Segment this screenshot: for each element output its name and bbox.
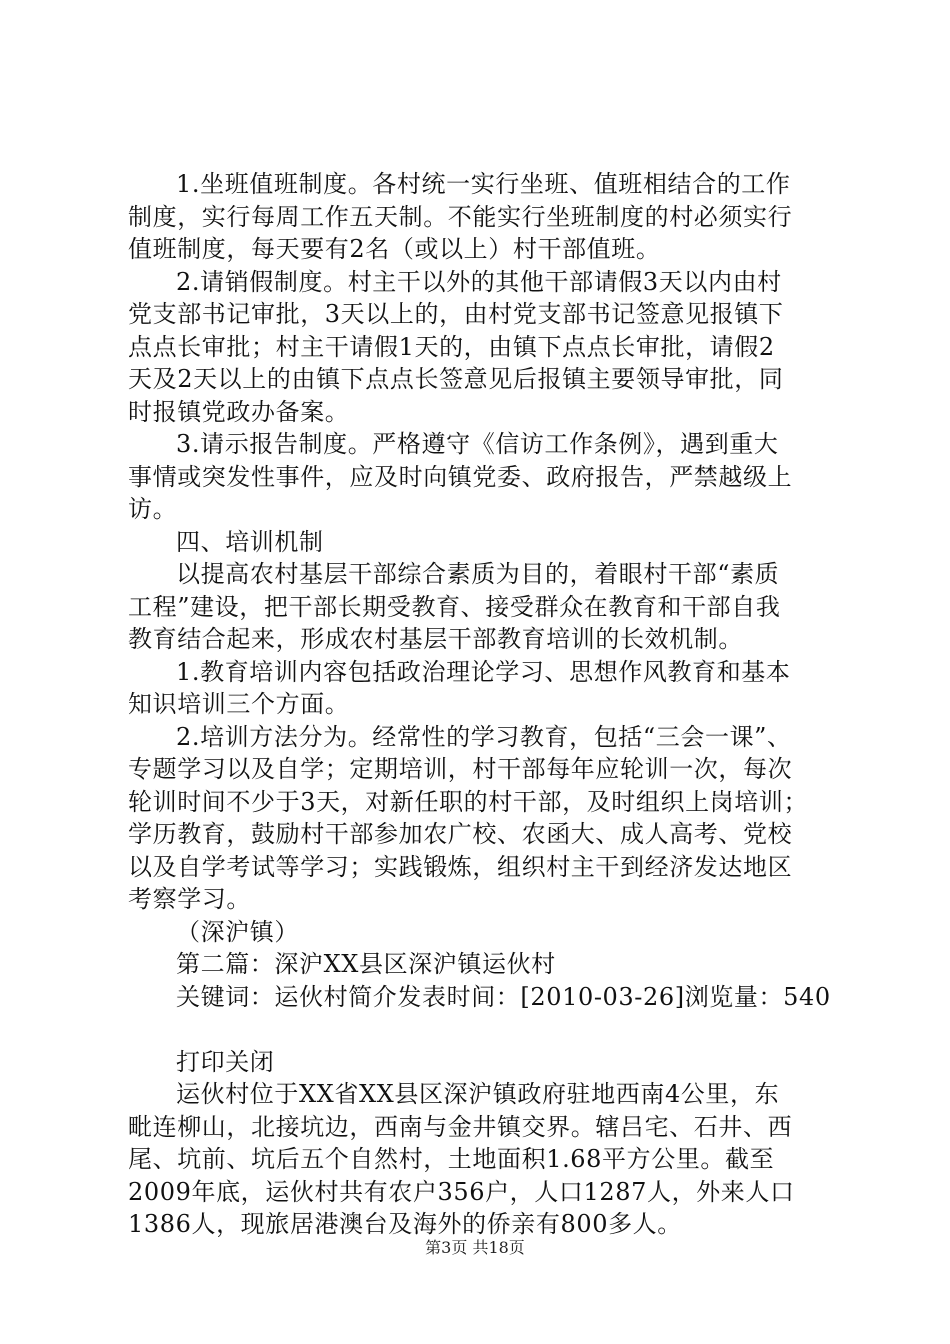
paragraph-line: 访。 — [128, 495, 178, 523]
paragraph-line: 知识培训三个方面。 — [128, 690, 350, 718]
paragraph-line: 2.请销假制度。村主干以外的其他干部请假3天以内由村 — [176, 267, 782, 296]
paragraph-line: 2.培训方法分为。经常性的学习教育，包括“三会一课”、 — [176, 722, 792, 751]
paragraph-line: 时报镇党政办备案。 — [128, 397, 350, 426]
attribution-line: （深沪镇） — [176, 917, 299, 946]
article-title: 第二篇：深沪XX县区深沪镇运伙村 — [176, 950, 556, 978]
paragraph-line: 1.教育培训内容包括政治理论学习、思想作风教育和基本 — [176, 657, 791, 686]
paragraph-line: 天及2天以上的由镇下点点长签意见后报镇主要领导审批，同 — [128, 365, 784, 393]
paragraph-line: 点点长审批；村主干请假1天的，由镇下点点长审批，请假2 — [128, 332, 775, 361]
paragraph-line: 以及自学考试等学习；实践锻炼，组织村主干到经济发达地区 — [128, 852, 793, 881]
paragraph-line: 党支部书记审批，3天以上的，由村党支部书记签意见报镇下 — [128, 300, 784, 328]
paragraph-line: 1386人，现旅居港澳台及海外的侨亲有800多人。 — [128, 1210, 682, 1238]
section-heading: 四、培训机制 — [176, 527, 324, 556]
page-number-footer: 第3页 共18页 — [425, 1238, 525, 1257]
paragraph-line: 尾、坑前、坑后五个自然村，土地面积1.68平方公里。截至 — [128, 1145, 775, 1173]
paragraph-line: 1.坐班值班制度。各村统一实行坐班、值班相结合的工作 — [176, 170, 791, 198]
paragraph-line: 工程”建设，把干部长期受教育、接受群众在教育和干部自我 — [128, 592, 781, 621]
blank-line — [128, 1013, 834, 1046]
article-meta: 关键词：运伙村简介发表时间：[2010-03-26]浏览量：540 — [176, 982, 831, 1011]
paragraph-line: 运伙村位于XX省XX县区深沪镇政府驻地西南4公里，东 — [176, 1080, 780, 1108]
paragraph-line: 学历教育，鼓励村干部参加农广校、农函大、成人高考、党校 — [128, 820, 793, 848]
paragraph-line: 3.请示报告制度。严格遵守《信访工作条例》，遇到重大 — [176, 430, 779, 458]
paragraph-line: 毗连柳山，北接坑边，西南与金井镇交界。辖吕宅、石井、西 — [128, 1112, 793, 1141]
print-close-text: 打印关闭 — [176, 1047, 275, 1076]
paragraph-line: 制度，实行每周工作五天制。不能实行坐班制度的村必须实行 — [128, 202, 793, 231]
paragraph-line: 轮训时间不少于3天，对新任职的村干部，及时组织上岗培训； — [128, 787, 809, 816]
document-body — [128, 168, 834, 1241]
paragraph-line: 值班制度，每天要有2名（或以上）村干部值班。 — [128, 235, 661, 263]
paragraph-line: 2009年底，运伙村共有农户356户，人口1287人，外来人口 — [128, 1177, 795, 1206]
paragraph-line: 以提高农村基层干部综合素质为目的，着眼村干部“素质 — [176, 560, 780, 588]
paragraph-line: 事情或突发性事件，应及时向镇党委、政府报告，严禁越级上 — [128, 462, 793, 491]
paragraph-line: 考察学习。 — [128, 885, 251, 913]
paragraph-line: 教育结合起来，形成农村基层干部教育培训的长效机制。 — [128, 625, 743, 653]
paragraph-line: 专题学习以及自学；定期培训，村干部每年应轮训一次，每次 — [128, 755, 793, 783]
